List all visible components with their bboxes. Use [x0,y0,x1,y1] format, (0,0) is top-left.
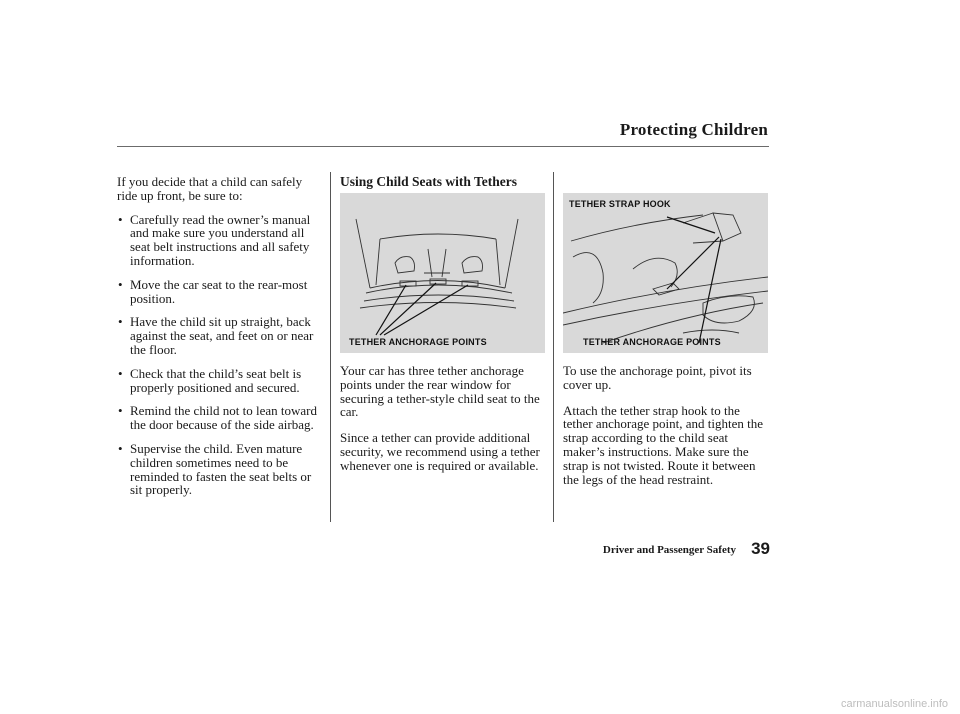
list-item-text: Remind the child not to lean toward the door because of the side airbag. [130,403,318,433]
title-divider [117,146,769,147]
intro-paragraph: If you decide that a child can safely ride up front, be sure to: [117,174,303,203]
list-item-text: Have the child sit up straight, back against the seat, and feet on or near the floor. [130,314,314,357]
section-heading: Using Child Seats with Tethers [340,174,518,189]
list-item [117,213,323,268]
list-item-text: Move the car seat to the rear-most position. [130,276,308,306]
paragraph: To use the anchorage point, pivot its cover up. [563,363,752,392]
bullet-icon: • [118,403,123,419]
figure-label: TETHER ANCHORAGE POINTS [583,337,721,347]
page-title: Protecting Children [619,120,768,139]
rear-window-figure [340,193,545,353]
paragraph: Attach the tether strap hook to the tether anchorage point, and tighten the strap according to the child seat maker’s instructions. Make sure the strap is not twisted. Route it between the legs of the head restraint. [563,402,763,487]
left-column [117,175,323,507]
paragraph: Since a tether can provide additional security, we recommend using a tether whenever one is required or available. [340,430,540,473]
rear-shelf-illustration [340,193,545,353]
list-item [117,442,323,497]
anchorage-illustration [563,193,768,353]
bullet-icon: • [118,211,123,227]
list-item-text: Carefully read the owner’s manual and make sure you understand all seat belt instructions and all safety information. [130,211,311,268]
footer-section-title: Driver and Passenger Safety [602,544,736,556]
column-divider [330,172,331,522]
figure-label: TETHER ANCHORAGE POINTS [349,337,487,347]
column-divider [553,172,554,522]
watermark: carmanualsonline.info [840,698,948,710]
list-item [117,315,323,356]
bullet-icon: • [118,276,123,292]
bullet-icon: • [118,365,123,381]
list-item-text: Supervise the child. Even mature children sometimes need to be reminded to fasten the seat belts or sit properly. [130,440,312,498]
bullet-icon: • [118,314,123,330]
right-column [563,364,769,498]
list-item [117,278,323,306]
list-item [117,404,323,432]
paragraph: Your car has three tether anchorage points under the rear window for securing a tether-style child seat to the car. [340,363,540,420]
anchorage-figure [563,193,768,353]
middle-column [340,364,545,485]
list-item-text: Check that the child’s seat belt is properly positioned and secured. [130,365,302,395]
page-number: 39 [751,539,770,558]
bullet-icon: • [118,440,123,456]
list-item [117,367,323,395]
figure-label: TETHER STRAP HOOK [569,199,671,209]
